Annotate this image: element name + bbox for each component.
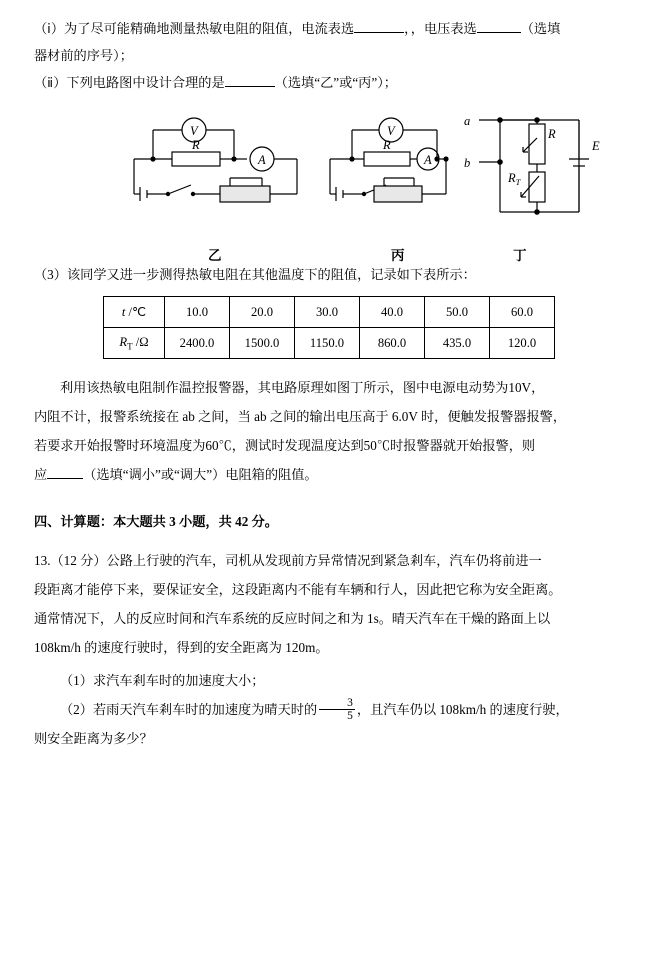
paragraph-3: 若要求开始报警时环境温度为60℃，测试时发现温度达到50℃时报警器就开始报警，则 <box>34 438 536 453</box>
resistance-temperature-table <box>103 296 555 359</box>
question-13-sub2-text2: ，且汽车仍以 108km/h 的速度行驶， <box>356 702 569 717</box>
cell-t-3: 30.0 <box>295 297 360 328</box>
question-13-sub1: （1）求汽车剎车时的加速度大小； <box>60 673 265 688</box>
question-ii-line <box>34 70 624 96</box>
question-i-line2 <box>34 43 624 69</box>
cell-t-5: 50.0 <box>425 297 490 328</box>
question-13-line3: 通常情况下，人的反应时间和汽车系统的反应时间之和为 1s。晴天汽车在干燥的路面上以 <box>34 611 551 626</box>
thermistor-label-ding: $R_T$ <box>508 171 521 187</box>
question-i-text1: （ⅰ）为了尽可能精确地测量热敏电阻的阻值，电流表选 <box>34 21 355 36</box>
row-header-temperature: t /℃ <box>104 297 165 328</box>
data-table-holder <box>34 296 624 359</box>
figure-label-yi: 乙 <box>208 248 222 263</box>
rheostat-label-ding: R <box>548 127 556 141</box>
node-b-label: b <box>464 156 471 170</box>
node-a-label: a <box>464 114 471 128</box>
question-ii-text2: （选填“乙”或“丙”）； <box>274 75 397 90</box>
paragraph-1: 利用该热敏电阻制作温控报警器，其电路原理如图丁所示，图中电源电动势为10V， <box>60 380 545 395</box>
question-13-line1: 13.（12 分）公路上行驶的汽车，司机从发现前方异常情况到紧急剎车，汽车仍将前进一 <box>34 553 542 568</box>
ammeter-label-bing: A <box>424 153 432 167</box>
question-13-line2: 段距离才能停下来，要保证安全，这段距离内不能有车辆和行人，因此把它称为安全距离。 <box>34 582 562 597</box>
question-ii-text1: （ⅱ）下列电路图中设计合理的是 <box>34 75 225 90</box>
table-row-temperature <box>104 297 555 328</box>
resistor-box-bing <box>364 152 410 166</box>
paragraph-2: 内阻不计，报警系统接在 ab 之间，当 ab 之间的输出电压高于 6.0V 时，便触发报警器报警， <box>34 409 567 424</box>
resistor-label-yi: R <box>192 138 200 152</box>
answer-blank-ammeter[interactable] <box>354 32 404 33</box>
rheostat-box-yi <box>220 186 270 202</box>
circuit-figures <box>34 102 624 263</box>
cell-r-4: 860.0 <box>360 328 425 359</box>
cell-t-6: 60.0 <box>490 297 555 328</box>
question-13-line4: 108km/h 的速度行驶时，得到的安全距离为 120m。 <box>34 640 329 655</box>
cell-t-2: 20.0 <box>230 297 295 328</box>
voltmeter-label-yi: V <box>190 124 198 138</box>
voltmeter-label-bing: V <box>387 124 395 138</box>
section-heading-4: 四、计算题：本大题共 3 小题，共 42 分。 <box>34 514 278 529</box>
question-13-sub2-text1: （2）若雨天汽车剎车时的加速度为晴天时的 <box>60 702 318 717</box>
answer-blank-voltmeter[interactable] <box>477 32 521 33</box>
content-wrapper <box>34 16 624 753</box>
cell-r-1: 2400.0 <box>165 328 230 359</box>
cell-r-5: 435.0 <box>425 328 490 359</box>
figure-label-ding: 丁 <box>513 248 527 263</box>
thermistor-box-ding <box>529 172 545 202</box>
paragraph-4-text2: （选填“调小”或“调大”）电阻箱的阻值。 <box>83 467 318 482</box>
row-header-resistance: $R_T$ /Ω <box>104 328 165 359</box>
emf-label: E <box>592 139 600 153</box>
rheostat-box-bing <box>374 186 422 202</box>
cell-t-1: 10.0 <box>165 297 230 328</box>
question-i-line1: （ⅰ）为了尽可能精确地测量热敏电阻的阻值，电流表选 ，，电压表选 （选填 <box>34 21 561 36</box>
circuit-diagrams-svg <box>34 102 624 247</box>
question-i-text3: 器材前的序号）； <box>34 48 133 63</box>
table-row-resistance <box>104 328 555 359</box>
figure-label-bing: 丙 <box>391 248 405 263</box>
fraction-numerator: 3 <box>347 697 353 710</box>
resistor-box-yi <box>172 152 220 166</box>
question-3-text: （3）该同学又进一步测得热敏电阻在其他温度下的阻值，记录如下表所示： <box>34 267 476 282</box>
fraction-denominator: 5 <box>319 709 355 722</box>
resistor-label-bing: R <box>383 138 391 152</box>
paragraph-4 <box>34 460 624 489</box>
cell-r-6: 120.0 <box>490 328 555 359</box>
cell-r-3: 1150.0 <box>295 328 360 359</box>
ammeter-label-yi: A <box>258 153 266 167</box>
figure-labels <box>34 248 624 272</box>
cell-t-4: 40.0 <box>360 297 425 328</box>
paragraph-4-text1: 应 <box>34 467 48 482</box>
question-13-sub3: 则安全距离为多少？ <box>34 731 153 746</box>
fraction-three-fifths <box>319 697 355 722</box>
question-i-text2: ，电压表选 <box>410 21 477 36</box>
answer-blank-circuit[interactable] <box>225 86 275 87</box>
cell-r-2: 1500.0 <box>230 328 295 359</box>
answer-blank-adjust[interactable] <box>47 478 83 479</box>
question-13-sub2 <box>34 695 624 724</box>
